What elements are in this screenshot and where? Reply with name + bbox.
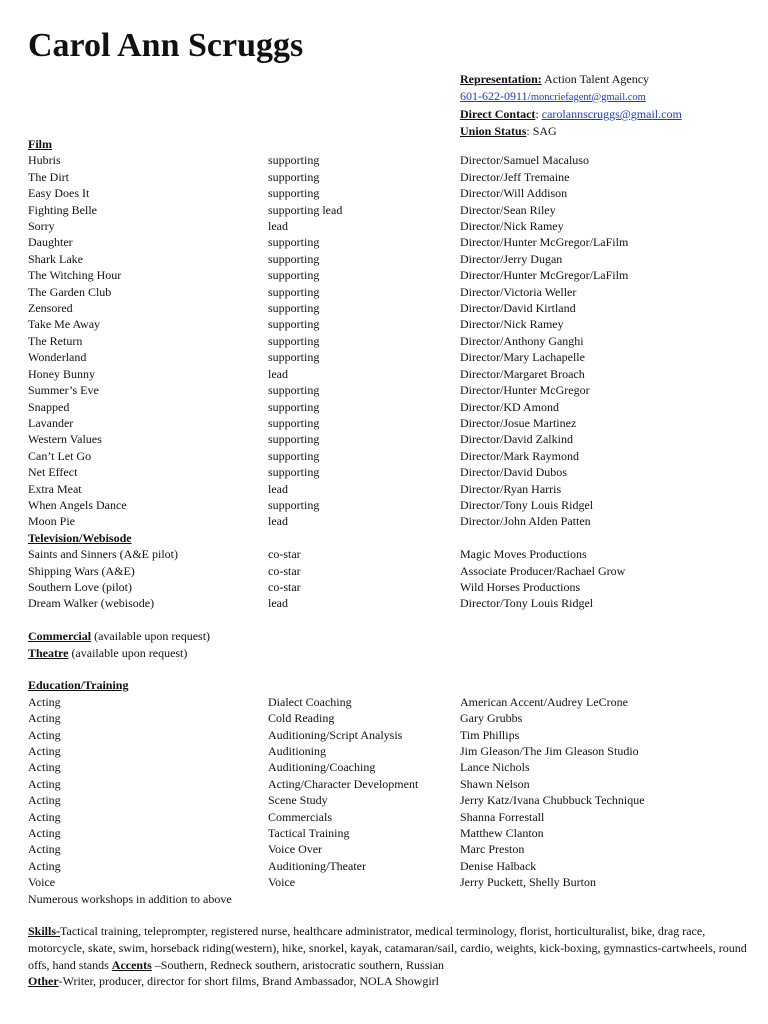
training-area: Acting [28, 858, 61, 873]
training-area: Acting [28, 694, 61, 709]
training-focus: Commercials [268, 809, 332, 824]
training-row [28, 841, 758, 857]
skills-section [28, 923, 758, 990]
training-area: Voice [28, 875, 56, 890]
film-director: Director/John Alden Patten [460, 514, 591, 529]
film-title: Sorry [28, 219, 55, 234]
film-director: Director/David Kirtland [460, 301, 576, 316]
film-title: Easy Does It [28, 186, 90, 201]
training-row [28, 710, 758, 726]
film-title: Net Effect [28, 465, 78, 480]
other-text: -Writer, producer, director for short films, Brand Ambassador, NOLA Showgirl [58, 974, 439, 989]
film-credit-row [28, 431, 758, 447]
direct-contact-label: Direct Contact [460, 107, 536, 121]
film-title: Western Values [28, 432, 102, 447]
film-role: supporting [268, 350, 320, 365]
film-role: supporting [268, 497, 320, 512]
training-focus: Auditioning/Coaching [268, 760, 376, 775]
film-credit-row [28, 152, 758, 168]
film-director: Director/Mark Raymond [460, 448, 579, 463]
training-row [28, 727, 758, 743]
film-role: supporting [268, 169, 320, 184]
film-director: Director/KD Amond [460, 399, 559, 414]
film-title: Wonderland [28, 350, 87, 365]
film-director: Director/Hunter McGregor/LaFilm [460, 235, 629, 250]
film-director: Director/Samuel Macaluso [460, 153, 589, 168]
film-title: The Witching Hour [28, 268, 122, 283]
education-heading: Education/Training [28, 678, 129, 693]
film-role: supporting [268, 448, 320, 463]
film-role: lead [268, 366, 288, 381]
film-title: Hubris [28, 153, 61, 168]
film-director: Director/Josue Martinez [460, 415, 577, 430]
training-focus: Scene Study [268, 793, 328, 808]
education-credits [28, 694, 758, 891]
film-director: Director/Mary Lachapelle [460, 350, 585, 365]
training-area: Acting [28, 711, 61, 726]
film-role: supporting [268, 153, 320, 168]
film-title: The Garden Club [28, 284, 112, 299]
film-heading: Film [28, 137, 52, 151]
television-heading: Television/Webisode [28, 530, 132, 545]
tv-role: co-star [268, 547, 301, 562]
film-director: Director/Hunter McGregor/LaFilm [460, 268, 629, 283]
training-instructor: American Accent/Audrey LeCrone [460, 694, 628, 709]
film-director: Director/David Dubos [460, 465, 567, 480]
training-area: Acting [28, 776, 61, 791]
film-role: supporting lead [268, 202, 343, 217]
film-credit-row [28, 415, 758, 431]
film-role: supporting [268, 301, 320, 316]
training-area: Acting [28, 760, 61, 775]
contact-block [460, 71, 682, 139]
television-credits [28, 546, 758, 612]
film-role: supporting [268, 284, 320, 299]
film-credit-row [28, 202, 758, 218]
film-role: supporting [268, 432, 320, 447]
training-row [28, 759, 758, 775]
training-area: Acting [28, 727, 61, 742]
commercial-label: Commercial [28, 629, 92, 644]
commercial-line [28, 628, 758, 644]
commercial-note: (available upon request) [91, 629, 211, 644]
training-focus: Tactical Training [268, 826, 350, 841]
other-label: Other [28, 974, 59, 989]
training-area: Acting [28, 809, 61, 824]
tv-title: Shipping Wars (A&E) [28, 563, 135, 578]
tv-producer: Director/Tony Louis Ridgel [460, 596, 594, 611]
film-credit-row [28, 497, 758, 513]
direct-contact-line [460, 106, 682, 123]
resume-name: Carol Ann Scruggs [28, 27, 304, 64]
training-instructor: Jerry Puckett, Shelly Burton [460, 875, 596, 890]
tv-title: Saints and Sinners (A&E pilot) [28, 547, 178, 562]
film-title: Snapped [28, 399, 70, 414]
training-area: Acting [28, 744, 61, 758]
film-credit-row [28, 316, 758, 332]
film-title: Lavander [28, 415, 74, 430]
workshops-note: Numerous workshops in addition to above [28, 891, 232, 906]
training-focus: Auditioning/Theater [268, 858, 366, 873]
training-instructor: Gary Grubbs [460, 711, 523, 726]
tv-credit-row [28, 595, 758, 611]
film-role: lead [268, 219, 288, 234]
film-director: Director/Hunter McGregor [460, 383, 590, 398]
film-title: Daughter [28, 235, 73, 250]
film-role: supporting [268, 186, 320, 201]
film-role: lead [268, 514, 288, 529]
film-role: supporting [268, 333, 320, 348]
film-credit-row [28, 300, 758, 316]
agent-contact-line [460, 88, 682, 107]
film-role: supporting [268, 415, 320, 430]
film-title: Extra Meat [28, 481, 82, 496]
film-credit-row [28, 284, 758, 300]
film-credit-row [28, 218, 758, 234]
training-instructor: Shanna Forrestall [460, 809, 545, 824]
training-focus: Dialect Coaching [268, 694, 352, 709]
film-title: Moon Pie [28, 514, 76, 529]
tv-producer: Wild Horses Productions [460, 579, 581, 594]
direct-email-link[interactable]: carolannscruggs@gmail.com [541, 107, 682, 121]
tv-producer: Associate Producer/Rachael Grow [460, 563, 626, 578]
training-focus: Voice Over [268, 842, 323, 857]
film-credit-row [28, 382, 758, 398]
film-director: Director/Jerry Dugan [460, 251, 563, 266]
film-title: Zensored [28, 301, 73, 316]
accents-label: Accents [111, 957, 152, 972]
film-credit-row [28, 366, 758, 382]
film-director: Director/David Zalkind [460, 432, 573, 447]
film-title: Honey Bunny [28, 366, 95, 381]
theatre-note: (available upon request) [68, 645, 188, 660]
film-director: Director/Margaret Broach [460, 366, 585, 381]
training-instructor: Tim Phillips [460, 727, 520, 742]
film-director: Director/Nick Ramey [460, 317, 564, 332]
training-instructor: Matthew Clanton [460, 826, 544, 841]
film-role: supporting [268, 399, 320, 414]
film-role: supporting [268, 268, 320, 283]
training-row [28, 776, 758, 792]
film-title: Fighting Belle [28, 202, 97, 217]
film-credit-row [28, 234, 758, 250]
agent-email-link[interactable]: moncriefagent@gmail.com [530, 91, 646, 103]
film-title: Take Me Away [28, 317, 101, 332]
training-row [28, 858, 758, 874]
tv-credit-row [28, 579, 758, 595]
tv-role: co-star [268, 579, 301, 594]
film-role: supporting [268, 317, 320, 332]
tv-producer: Magic Moves Productions [460, 547, 587, 562]
film-credit-row [28, 185, 758, 201]
representation-value: Action Talent Agency [541, 72, 650, 86]
training-instructor: Jim Gleason/The Jim Gleason Studio [460, 744, 639, 758]
film-director: Director/Will Addison [460, 186, 568, 201]
training-focus: Auditioning [268, 744, 327, 758]
theatre-label: Theatre [28, 645, 69, 660]
training-instructor: Shawn Nelson [460, 776, 530, 791]
film-credit-row [28, 464, 758, 480]
training-instructor: Jerry Katz/Ivana Chubbuck Technique [460, 793, 645, 808]
resume-body [28, 136, 758, 990]
training-area: Acting [28, 826, 61, 841]
representation-label: Representation: [460, 72, 542, 86]
film-title: When Angels Dance [28, 497, 127, 512]
film-credit-row [28, 349, 758, 365]
film-role: supporting [268, 465, 320, 480]
theatre-line [28, 645, 758, 661]
film-director: Director/Anthony Ganghi [460, 333, 584, 348]
film-director: Director/Sean Riley [460, 202, 556, 217]
film-role: supporting [268, 235, 320, 250]
agent-phone-link[interactable]: 601-622-0911/ [460, 88, 531, 103]
union-status-label: Union Status [460, 123, 527, 138]
training-area: Acting [28, 793, 61, 808]
tv-title: Dream Walker (webisode) [28, 596, 155, 611]
training-row [28, 874, 758, 890]
training-focus: Auditioning/Script Analysis [268, 727, 403, 742]
film-title: The Return [28, 333, 83, 348]
film-role: lead [268, 481, 288, 496]
direct-contact-separator: : [535, 107, 542, 121]
skills-text: Tactical training, teleprompter, registered nurse, healthcare administrator, medical terminology, florist, horticulturalist, bike, drag race, motorcycle, skate, swim, horseback riding(western), hike, snorkel, kayak, catamaran/sail, cardio, weights, kick-boxing, gymnastics-cartwheels, round offs, hand stands [28, 924, 747, 972]
film-title: Can’t Let Go [28, 448, 92, 463]
training-row [28, 809, 758, 825]
film-director: Director/Victoria Weller [460, 284, 577, 299]
training-area: Acting [28, 842, 61, 857]
tv-role: lead [268, 596, 288, 611]
film-credit-row [28, 513, 758, 529]
tv-title: Southern Love (pilot) [28, 579, 132, 594]
tv-credit-row [28, 563, 758, 579]
film-credits [28, 152, 758, 529]
film-director: Director/Jeff Tremaine [460, 169, 570, 184]
film-title: Summer’s Eve [28, 383, 99, 398]
training-focus: Cold Reading [268, 711, 335, 726]
training-focus: Voice [268, 875, 296, 890]
film-credit-row [28, 333, 758, 349]
training-row [28, 743, 758, 759]
film-title: The Dirt [28, 169, 69, 184]
film-credit-row [28, 267, 758, 283]
film-director: Director/Ryan Harris [460, 481, 562, 496]
skills-label: Skills- [28, 924, 61, 939]
training-row [28, 694, 758, 710]
tv-role: co-star [268, 563, 301, 578]
accents-text: –Southern, Redneck southern, aristocratic southern, Russian [151, 957, 445, 972]
representation-line [460, 71, 682, 88]
film-director: Director/Tony Louis Ridgel [460, 497, 594, 512]
film-credit-row [28, 399, 758, 415]
film-director: Director/Nick Ramey [460, 219, 564, 234]
film-role: supporting [268, 251, 320, 266]
film-credit-row [28, 169, 758, 185]
film-credit-row [28, 251, 758, 267]
tv-credit-row [28, 546, 758, 562]
training-instructor: Denise Halback [460, 858, 537, 873]
training-instructor: Lance Nichols [460, 760, 530, 775]
union-status-value: : SAG [526, 123, 557, 138]
film-credit-row [28, 481, 758, 497]
film-title: Shark Lake [28, 251, 83, 266]
film-role: supporting [268, 383, 320, 398]
training-row [28, 825, 758, 841]
training-focus: Acting/Character Development [268, 776, 419, 791]
film-credit-row [28, 448, 758, 464]
training-instructor: Marc Preston [460, 842, 525, 857]
training-row [28, 792, 758, 808]
